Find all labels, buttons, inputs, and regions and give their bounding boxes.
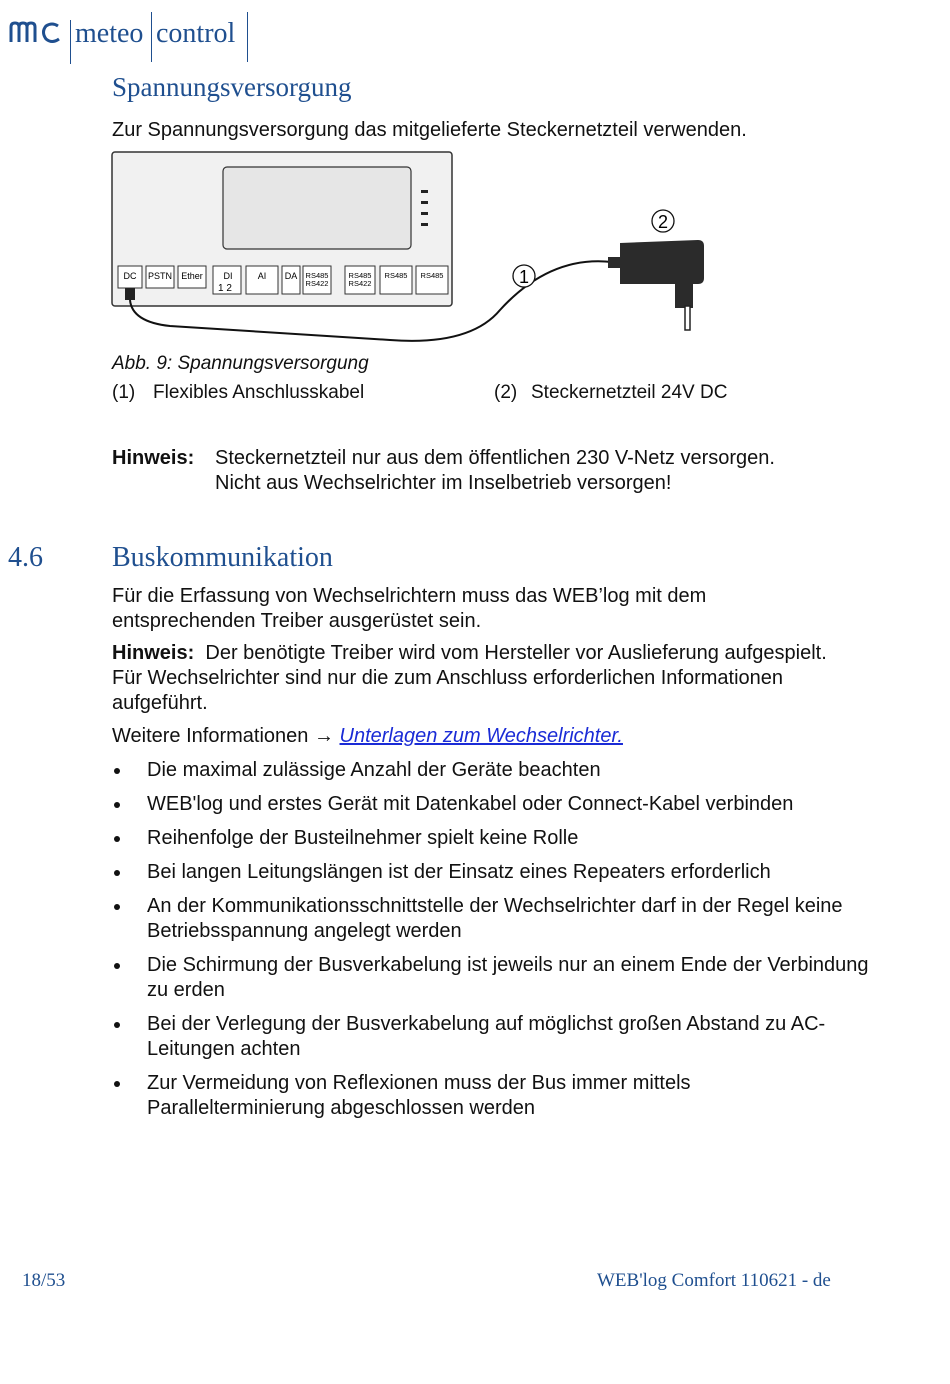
- list-item: [112, 826, 872, 851]
- section-number: 4.6: [8, 542, 43, 573]
- list-item-text: Bei der Verlegung der Busverkabelung auf möglichst großen Abstand zu AC-Leitungen achten: [147, 1013, 826, 1060]
- legend-item-1: [112, 382, 364, 404]
- logo-word-control: control: [156, 18, 236, 49]
- power-supply-figure: [110, 150, 730, 355]
- bullet-icon: [114, 768, 120, 774]
- port-da-label: DA: [284, 271, 298, 281]
- intro-text: Zur Spannungsversorgung das mitgelieferte Steckernetzteil verwenden.: [112, 119, 747, 141]
- note-driver: [112, 641, 852, 716]
- logo-divider: [247, 12, 248, 62]
- legend-text: Steckernetzteil 24V DC: [531, 382, 728, 403]
- port-ai-label: AI: [257, 271, 267, 281]
- callout-2-label: 2: [657, 212, 669, 232]
- port-rs485-label: RS485: [305, 271, 329, 280]
- power-adapter: [620, 240, 704, 284]
- bullet-list: [112, 758, 872, 1130]
- inverter-docs-link[interactable]: Unterlagen zum Wechselrichter.: [339, 725, 623, 747]
- page-number: 18/53: [22, 1270, 66, 1291]
- list-item: [112, 1071, 872, 1121]
- list-item-text: An der Kommunikationsschnittstelle der Wechselrichter darf in der Regel keine Betriebsspannung angelegt werden: [147, 895, 843, 942]
- logo-mark: [8, 14, 64, 55]
- list-item-text: WEB'log und erstes Gerät mit Datenkabel oder Connect-Kabel verbinden: [147, 793, 794, 815]
- port-rs485-label: RS485: [348, 271, 372, 280]
- list-item: [112, 894, 872, 944]
- section-heading: Buskommunikation: [112, 542, 333, 573]
- legend-number: (1): [112, 382, 136, 403]
- bullet-icon: [114, 1081, 120, 1087]
- legend-text: Flexibles Anschlusskabel: [153, 382, 365, 403]
- port-pstn-label: PSTN: [147, 271, 173, 281]
- port-rs485-label: RS485: [384, 271, 408, 280]
- list-item: [112, 792, 872, 817]
- paragraph-driver: Für die Erfassung von Wechselrichtern muss das WEB’log mit dem entsprechenden Treiber ausgerüstet sein.: [112, 585, 707, 632]
- bullet-icon: [114, 836, 120, 842]
- port-dc-label: DC: [123, 271, 137, 281]
- document-id: WEB'log Comfort 110621 - de: [597, 1270, 831, 1291]
- note-text: Der benötigte Treiber wird vom Hersteller vor Auslieferung aufgespielt. Für Wechselrichter sind nur die zum Anschluss erforderlichen Informationen aufgeführt.: [112, 642, 827, 714]
- logo-word-meteo: meteo: [75, 18, 144, 49]
- callout-1-label: 1: [518, 267, 530, 287]
- more-info-prefix: Weitere Informationen →: [112, 725, 340, 747]
- bullet-icon: [114, 904, 120, 910]
- legend-number: (2): [494, 382, 518, 403]
- port-di-label: DI: [223, 271, 233, 281]
- port-di-pins: 1 2: [218, 283, 232, 294]
- list-item: [112, 1012, 872, 1062]
- note-line-1: Steckernetzteil nur aus dem öffentlichen 230 V-Netz versorgen.: [215, 447, 775, 469]
- list-item: [112, 860, 872, 885]
- port-rs485-label: RS485: [420, 271, 444, 280]
- bullet-icon: [114, 870, 120, 876]
- list-item-text: Die Schirmung der Busverkabelung ist jeweils nur an einem Ende der Verbindung zu erden: [147, 954, 869, 1001]
- bullet-icon: [114, 1022, 120, 1028]
- bullet-icon: [114, 802, 120, 808]
- list-item-text: Die maximal zulässige Anzahl der Geräte beachten: [147, 759, 601, 781]
- port-ether-label: Ether: [181, 271, 203, 281]
- device-display: [223, 167, 411, 249]
- list-item-text: Bei langen Leitungslängen ist der Einsatz eines Repeaters erforderlich: [147, 861, 771, 883]
- note-line-2: Nicht aus Wechselrichter im Inselbetrieb versorgen!: [215, 472, 672, 494]
- note-label: Hinweis:: [112, 642, 195, 664]
- section-title: Spannungsversorgung: [112, 72, 352, 102]
- bullet-icon: [114, 963, 120, 969]
- logo-divider: [151, 12, 152, 62]
- logo-divider: [70, 20, 71, 64]
- list-item: [112, 758, 872, 783]
- list-item-text: Reihenfolge der Busteilnehmer spielt keine Rolle: [147, 827, 579, 849]
- note-label: Hinweis:: [112, 447, 195, 469]
- port-rs422-label: RS422: [305, 279, 329, 288]
- figure-caption: Abb. 9: Spannungsversorgung: [112, 353, 369, 374]
- list-item-text: Zur Vermeidung von Reflexionen muss der Bus immer mittels Parallelterminierung abgeschlossen werden: [147, 1072, 691, 1119]
- more-info: [112, 724, 623, 749]
- dc-plug: [125, 288, 135, 300]
- list-item: [112, 953, 872, 1003]
- legend-item-2: [494, 382, 727, 404]
- port-rs422-label: RS422: [348, 279, 372, 288]
